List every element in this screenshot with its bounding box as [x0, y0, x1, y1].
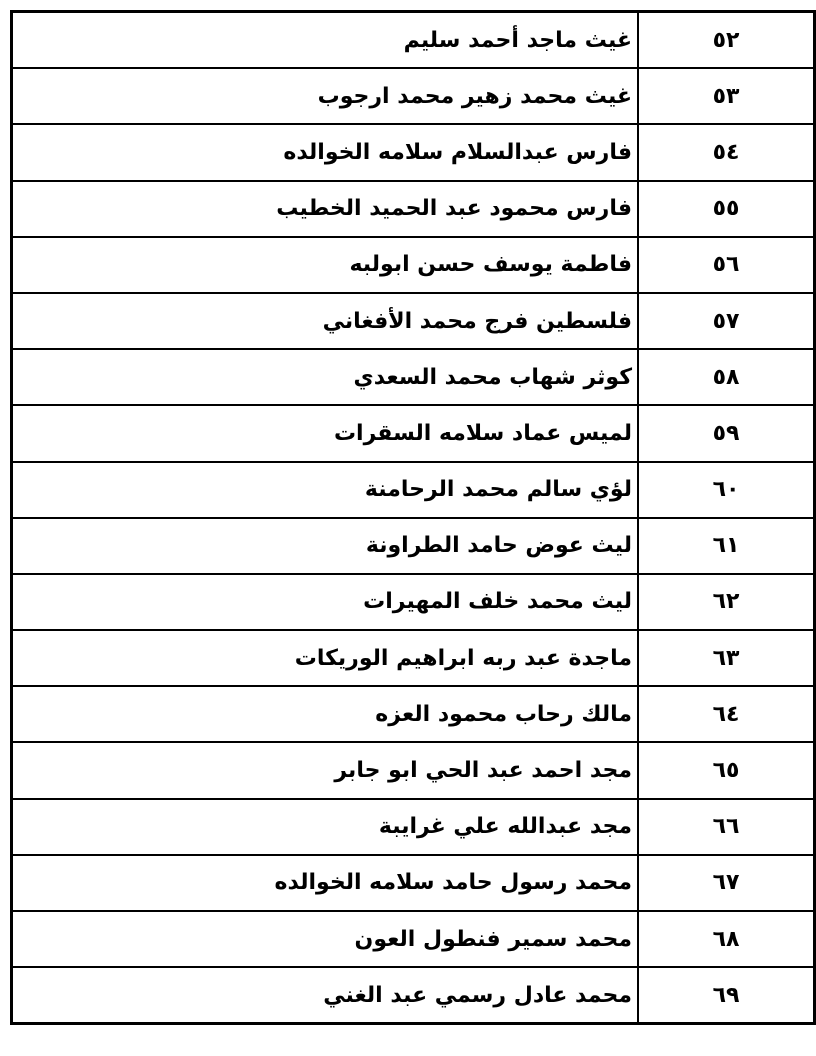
row-number-cell: ٦٧: [638, 855, 815, 911]
row-name-cell: مجد احمد عبد الحي ابو جابر: [12, 742, 639, 798]
row-number-cell: ٦٥: [638, 742, 815, 798]
table-row: [12, 237, 815, 293]
row-number-cell: ٦٣: [638, 630, 815, 686]
names-table-body: [12, 12, 815, 1024]
row-number-cell: ٦٦: [638, 799, 815, 855]
row-number-cell: ٦٠: [638, 462, 815, 518]
row-number-cell: ٥٨: [638, 349, 815, 405]
names-table: [10, 10, 816, 1025]
row-name-cell: كوثر شهاب محمد السعدي: [12, 349, 639, 405]
row-name-cell: غيث ماجد أحمد سليم: [12, 12, 639, 69]
table-row: [12, 405, 815, 461]
row-name-cell: مجد عبدالله علي غرايبة: [12, 799, 639, 855]
table-row: [12, 630, 815, 686]
row-name-cell: ماجدة عبد ربه ابراهيم الوريكات: [12, 630, 639, 686]
row-name-cell: لؤي سالم محمد الرحامنة: [12, 462, 639, 518]
table-row: [12, 574, 815, 630]
row-name-cell: محمد سمير فنطول العون: [12, 911, 639, 967]
row-name-cell: لميس عماد سلامه السقرات: [12, 405, 639, 461]
row-number-cell: ٥٤: [638, 124, 815, 180]
row-number-cell: ٥٢: [638, 12, 815, 69]
row-name-cell: فارس محمود عبد الحميد الخطيب: [12, 181, 639, 237]
table-row: [12, 68, 815, 124]
row-name-cell: محمد رسول حامد سلامه الخوالده: [12, 855, 639, 911]
row-number-cell: ٥٧: [638, 293, 815, 349]
table-row: [12, 349, 815, 405]
table-row: [12, 686, 815, 742]
table-row: [12, 742, 815, 798]
row-number-cell: ٦٢: [638, 574, 815, 630]
table-row: [12, 293, 815, 349]
table-row: [12, 855, 815, 911]
table-row: [12, 462, 815, 518]
row-name-cell: فارس عبدالسلام سلامه الخوالده: [12, 124, 639, 180]
row-number-cell: ٦٤: [638, 686, 815, 742]
row-number-cell: ٦٨: [638, 911, 815, 967]
table-row: [12, 799, 815, 855]
row-name-cell: ليث عوض حامد الطراونة: [12, 518, 639, 574]
table-row: [12, 967, 815, 1024]
row-name-cell: مالك رحاب محمود العزه: [12, 686, 639, 742]
row-name-cell: فلسطين فرج محمد الأفغاني: [12, 293, 639, 349]
table-row: [12, 181, 815, 237]
table-row: [12, 911, 815, 967]
table-row: [12, 12, 815, 69]
table-row: [12, 124, 815, 180]
row-number-cell: ٦٩: [638, 967, 815, 1024]
row-number-cell: ٥٣: [638, 68, 815, 124]
table-row: [12, 518, 815, 574]
row-name-cell: غيث محمد زهير محمد ارجوب: [12, 68, 639, 124]
row-number-cell: ٦١: [638, 518, 815, 574]
row-number-cell: ٥٥: [638, 181, 815, 237]
row-number-cell: ٥٩: [638, 405, 815, 461]
row-name-cell: ليث محمد خلف المهيرات: [12, 574, 639, 630]
row-name-cell: فاطمة يوسف حسن ابولبه: [12, 237, 639, 293]
row-number-cell: ٥٦: [638, 237, 815, 293]
row-name-cell: محمد عادل رسمي عبد الغني: [12, 967, 639, 1024]
